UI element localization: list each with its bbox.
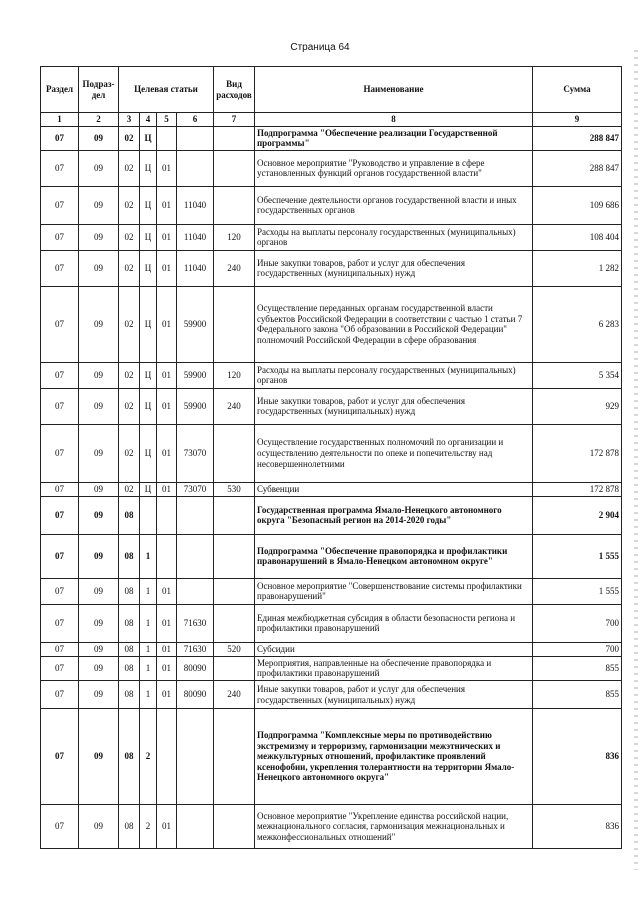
cell-vid <box>214 578 255 604</box>
cell-name: Основное мероприятие "Руководство и управление в сфере установленных функций органов государственной власти" <box>255 150 533 186</box>
cell-r: 07 <box>41 642 79 656</box>
cell-c4: Ц <box>140 362 157 388</box>
cell-sum: 836 <box>533 805 622 849</box>
cell-name: Подпрограмма "Обеспечение правопорядка и профилактики правонарушений в Ямало-Ненецком автономном округе" <box>255 534 533 578</box>
cell-c4 <box>140 496 157 534</box>
cell-r: 07 <box>41 496 79 534</box>
cell-sum: 109 686 <box>533 186 622 224</box>
cell-sum: 108 404 <box>533 224 622 250</box>
cell-vid <box>214 424 255 482</box>
table-row <box>41 642 622 656</box>
cell-sum: 2 904 <box>533 496 622 534</box>
table-row <box>41 126 622 150</box>
cell-p: 09 <box>79 482 119 496</box>
cell-c5: 01 <box>157 286 177 362</box>
cell-c6 <box>177 709 214 805</box>
table-row <box>41 424 622 482</box>
col-number: 7 <box>214 113 255 127</box>
header-summa: Сумма <box>533 67 622 113</box>
cell-c6: 59900 <box>177 286 214 362</box>
header-vid-rashodov: Вид расходов <box>214 67 255 113</box>
cell-vid: 240 <box>214 388 255 424</box>
header-podrazdel: Подраз-дел <box>79 67 119 113</box>
cell-p: 09 <box>79 362 119 388</box>
table-row <box>41 362 622 388</box>
cell-sum: 700 <box>533 642 622 656</box>
cell-p: 09 <box>79 496 119 534</box>
cell-p: 09 <box>79 534 119 578</box>
cell-c3: 02 <box>119 424 140 482</box>
cell-sum: 288 847 <box>533 126 622 150</box>
cell-p: 09 <box>79 578 119 604</box>
cell-vid <box>214 656 255 680</box>
cell-c5: 01 <box>157 362 177 388</box>
cell-vid <box>214 709 255 805</box>
cell-p: 09 <box>79 388 119 424</box>
cell-sum: 700 <box>533 604 622 642</box>
cell-c3: 08 <box>119 805 140 849</box>
header-naimenovanie: Наименование <box>255 67 533 113</box>
cell-c5 <box>157 709 177 805</box>
cell-c3: 02 <box>119 150 140 186</box>
cell-name: Иные закупки товаров, работ и услуг для обеспечения государственных (муниципальных) нужд <box>255 388 533 424</box>
cell-c4: 2 <box>140 709 157 805</box>
column-number-row <box>41 113 622 127</box>
cell-c6 <box>177 578 214 604</box>
table-row <box>41 578 622 604</box>
cell-c6: 71630 <box>177 604 214 642</box>
cell-r: 07 <box>41 578 79 604</box>
cell-sum: 1 282 <box>533 250 622 286</box>
cell-c6: 71630 <box>177 642 214 656</box>
table-row <box>41 534 622 578</box>
cell-c3: 08 <box>119 496 140 534</box>
cell-p: 09 <box>79 642 119 656</box>
table-row <box>41 805 622 849</box>
cell-vid: 120 <box>214 362 255 388</box>
cell-c4: 2 <box>140 805 157 849</box>
cell-c5: 01 <box>157 150 177 186</box>
cell-vid: 240 <box>214 250 255 286</box>
cell-name: Основное мероприятие "Укрепление единства российской нации, межнационального согласия, гармонизация межнациональных и межконфессиональных отношений" <box>255 805 533 849</box>
table-row <box>41 150 622 186</box>
cell-c5: 01 <box>157 424 177 482</box>
cell-vid: 530 <box>214 482 255 496</box>
cell-p: 09 <box>79 186 119 224</box>
cell-c5: 01 <box>157 186 177 224</box>
cell-r: 07 <box>41 186 79 224</box>
cell-c4: Ц <box>140 424 157 482</box>
table-row <box>41 224 622 250</box>
budget-table <box>40 66 622 849</box>
cell-c6: 59900 <box>177 388 214 424</box>
col-number: 3 <box>119 113 140 127</box>
cell-vid: 520 <box>214 642 255 656</box>
cell-name: Осуществление переданных органам государственной власти субъектов Российской Федерации в соответствии с частью 1 статьи 7 Федерального закона "Об образовании в Российской Федерации" полномочий Российской Федерации в сфере образования <box>255 286 533 362</box>
cell-sum: 288 847 <box>533 150 622 186</box>
cell-sum: 5 354 <box>533 362 622 388</box>
cell-c3: 08 <box>119 709 140 805</box>
col-number: 2 <box>79 113 119 127</box>
cell-c6 <box>177 150 214 186</box>
cell-vid <box>214 604 255 642</box>
scan-edge-artifact <box>634 50 638 870</box>
cell-sum: 172 878 <box>533 482 622 496</box>
cell-c5: 01 <box>157 224 177 250</box>
col-number: 8 <box>255 113 533 127</box>
cell-c3: 02 <box>119 286 140 362</box>
cell-c3: 02 <box>119 126 140 150</box>
cell-c4: Ц <box>140 126 157 150</box>
cell-sum: 855 <box>533 681 622 709</box>
cell-name: Подпрограмма "Обеспечение реализации Государственной программы" <box>255 126 533 150</box>
cell-p: 09 <box>79 656 119 680</box>
cell-sum: 836 <box>533 709 622 805</box>
cell-p: 09 <box>79 681 119 709</box>
cell-r: 07 <box>41 534 79 578</box>
cell-p: 09 <box>79 126 119 150</box>
table-row <box>41 604 622 642</box>
cell-c4: Ц <box>140 482 157 496</box>
cell-vid <box>214 286 255 362</box>
cell-vid: 240 <box>214 681 255 709</box>
cell-sum: 172 878 <box>533 424 622 482</box>
cell-r: 07 <box>41 362 79 388</box>
cell-r: 07 <box>41 805 79 849</box>
cell-sum: 6 283 <box>533 286 622 362</box>
table-row <box>41 286 622 362</box>
cell-r: 07 <box>41 681 79 709</box>
cell-name: Мероприятия, направленные на обеспечение правопорядка и профилактики правонарушений <box>255 656 533 680</box>
cell-p: 09 <box>79 150 119 186</box>
cell-c4: 1 <box>140 642 157 656</box>
cell-r: 07 <box>41 388 79 424</box>
cell-p: 09 <box>79 709 119 805</box>
cell-c5: 01 <box>157 805 177 849</box>
col-number: 9 <box>533 113 622 127</box>
cell-name: Расходы на выплаты персоналу государственных (муниципальных) органов <box>255 224 533 250</box>
cell-c3: 08 <box>119 604 140 642</box>
cell-c5: 01 <box>157 656 177 680</box>
cell-name: Государственная программа Ямало-Ненецкого автономного округа "Безопасный регион на 2014-2020 годы" <box>255 496 533 534</box>
cell-p: 09 <box>79 224 119 250</box>
table-row <box>41 709 622 805</box>
table-row <box>41 496 622 534</box>
cell-name: Основное мероприятие "Совершенствование системы профилактики правонарушений" <box>255 578 533 604</box>
cell-r: 07 <box>41 250 79 286</box>
cell-r: 07 <box>41 150 79 186</box>
cell-name: Иные закупки товаров, работ и услуг для обеспечения государственных (муниципальных) нужд <box>255 681 533 709</box>
cell-c6 <box>177 534 214 578</box>
cell-c4: Ц <box>140 286 157 362</box>
cell-vid <box>214 150 255 186</box>
cell-c4: 1 <box>140 656 157 680</box>
col-number: 1 <box>41 113 79 127</box>
cell-p: 09 <box>79 805 119 849</box>
cell-sum: 1 555 <box>533 578 622 604</box>
col-number: 4 <box>140 113 157 127</box>
cell-sum: 929 <box>533 388 622 424</box>
cell-c4: Ц <box>140 150 157 186</box>
cell-c5: 01 <box>157 482 177 496</box>
cell-sum: 1 555 <box>533 534 622 578</box>
cell-r: 07 <box>41 604 79 642</box>
cell-c5: 01 <box>157 250 177 286</box>
cell-vid <box>214 496 255 534</box>
cell-c6: 80090 <box>177 656 214 680</box>
header-celevaya-statya: Целевая статьи <box>119 67 214 113</box>
cell-c3: 08 <box>119 656 140 680</box>
cell-vid <box>214 534 255 578</box>
cell-c6: 11040 <box>177 250 214 286</box>
cell-r: 07 <box>41 709 79 805</box>
cell-name: Единая межбюджетная субсидия в области безопасности региона и профилактики правонарушений <box>255 604 533 642</box>
cell-c5: 01 <box>157 388 177 424</box>
cell-name: Субсидии <box>255 642 533 656</box>
cell-c6: 59900 <box>177 362 214 388</box>
cell-c4: Ц <box>140 186 157 224</box>
header-razdel: Раздел <box>41 67 79 113</box>
cell-c3: 02 <box>119 186 140 224</box>
cell-c6: 11040 <box>177 224 214 250</box>
cell-c5: 01 <box>157 604 177 642</box>
cell-c3: 08 <box>119 534 140 578</box>
cell-c6: 73070 <box>177 424 214 482</box>
cell-sum: 855 <box>533 656 622 680</box>
cell-name: Осуществление государственных полномочий по организации и осуществлению деятельности по опеке и попечительству над несовершеннолетними <box>255 424 533 482</box>
cell-c5: 01 <box>157 578 177 604</box>
cell-c5: 01 <box>157 681 177 709</box>
cell-vid <box>214 805 255 849</box>
cell-c5 <box>157 126 177 150</box>
cell-c5 <box>157 534 177 578</box>
cell-name: Обеспечение деятельности органов государственной власти и иных государственных органов <box>255 186 533 224</box>
cell-c3: 02 <box>119 482 140 496</box>
cell-c4: Ц <box>140 250 157 286</box>
table-row <box>41 388 622 424</box>
cell-c4: Ц <box>140 388 157 424</box>
cell-p: 09 <box>79 424 119 482</box>
cell-c4: 1 <box>140 534 157 578</box>
table-row <box>41 656 622 680</box>
cell-c6: 80090 <box>177 681 214 709</box>
cell-c5 <box>157 496 177 534</box>
cell-p: 09 <box>79 250 119 286</box>
col-number: 6 <box>177 113 214 127</box>
cell-c3: 08 <box>119 681 140 709</box>
cell-c3: 08 <box>119 642 140 656</box>
cell-p: 09 <box>79 604 119 642</box>
cell-c6: 11040 <box>177 186 214 224</box>
cell-r: 07 <box>41 482 79 496</box>
cell-c6 <box>177 805 214 849</box>
cell-c4: 1 <box>140 578 157 604</box>
cell-name: Расходы на выплаты персоналу государственных (муниципальных) органов <box>255 362 533 388</box>
cell-name: Подпрограмма "Комплексные меры по противодействию экстремизму и терроризму, гармонизации межэтнических и межкультурных отношений, профилактике проявлений ксенофобии, укрепления толерантности на территории Ямало-Ненецкого автономного округа" <box>255 709 533 805</box>
col-number: 5 <box>157 113 177 127</box>
header-row <box>41 67 622 113</box>
table-row <box>41 186 622 224</box>
cell-c3: 02 <box>119 250 140 286</box>
cell-c3: 02 <box>119 224 140 250</box>
cell-r: 07 <box>41 224 79 250</box>
cell-name: Субвенции <box>255 482 533 496</box>
cell-c3: 02 <box>119 388 140 424</box>
cell-r: 07 <box>41 424 79 482</box>
cell-vid <box>214 126 255 150</box>
cell-c6: 73070 <box>177 482 214 496</box>
cell-c6 <box>177 126 214 150</box>
cell-c6 <box>177 496 214 534</box>
cell-c3: 02 <box>119 362 140 388</box>
table-row <box>41 482 622 496</box>
cell-p: 09 <box>79 286 119 362</box>
cell-name: Иные закупки товаров, работ и услуг для обеспечения государственных (муниципальных) нужд <box>255 250 533 286</box>
table-row <box>41 681 622 709</box>
cell-c5: 01 <box>157 642 177 656</box>
cell-vid: 120 <box>214 224 255 250</box>
cell-c3: 08 <box>119 578 140 604</box>
cell-r: 07 <box>41 286 79 362</box>
cell-r: 07 <box>41 126 79 150</box>
page-number-label: Страница 64 <box>290 42 350 53</box>
cell-c4: Ц <box>140 224 157 250</box>
cell-vid <box>214 186 255 224</box>
cell-r: 07 <box>41 656 79 680</box>
cell-c4: 1 <box>140 681 157 709</box>
table-row <box>41 250 622 286</box>
cell-c4: 1 <box>140 604 157 642</box>
